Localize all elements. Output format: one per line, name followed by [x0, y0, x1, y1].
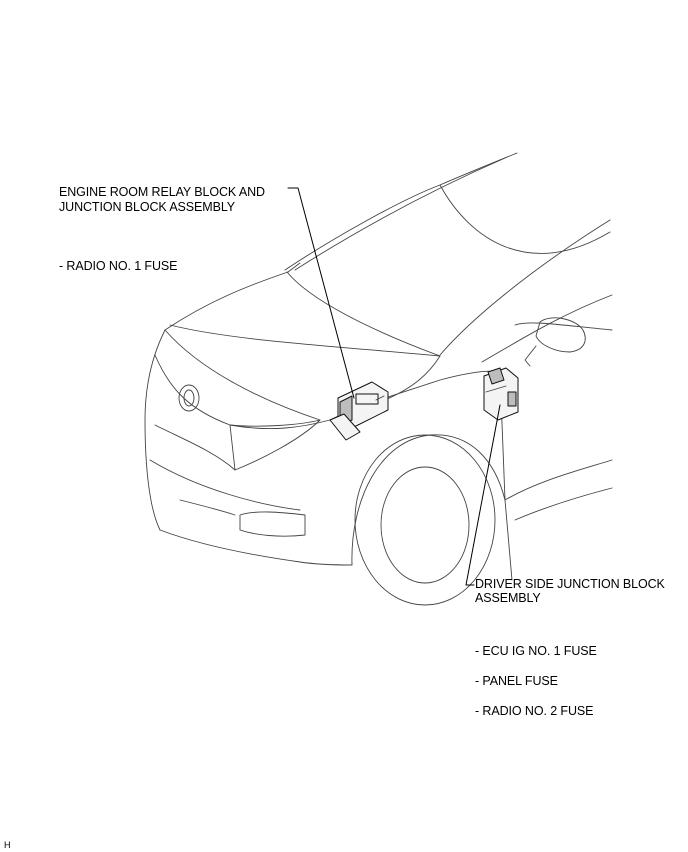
vehicle-body-outline	[145, 153, 612, 605]
driver-side-fuse-item: - ECU IG NO. 1 FUSE	[475, 644, 597, 658]
driver-side-junction-block	[484, 368, 518, 420]
engine-room-relay-block	[330, 382, 388, 440]
driver-side-fuse-item: - RADIO NO. 2 FUSE	[475, 704, 594, 718]
driver-side-title-line2: ASSEMBLY	[475, 591, 541, 605]
engine-room-leader	[288, 188, 354, 398]
driver-side-leader	[466, 405, 500, 585]
engine-room-fuse-item: - RADIO NO. 1 FUSE	[59, 259, 178, 273]
engine-room-title-line1: ENGINE ROOM RELAY BLOCK AND	[59, 185, 265, 199]
engine-room-title-line2: JUNCTION BLOCK ASSEMBLY	[59, 200, 235, 214]
corner-mark: H	[4, 840, 11, 850]
driver-side-title-line1: DRIVER SIDE JUNCTION BLOCK	[475, 577, 665, 591]
driver-side-fuse-item: - PANEL FUSE	[475, 674, 558, 688]
